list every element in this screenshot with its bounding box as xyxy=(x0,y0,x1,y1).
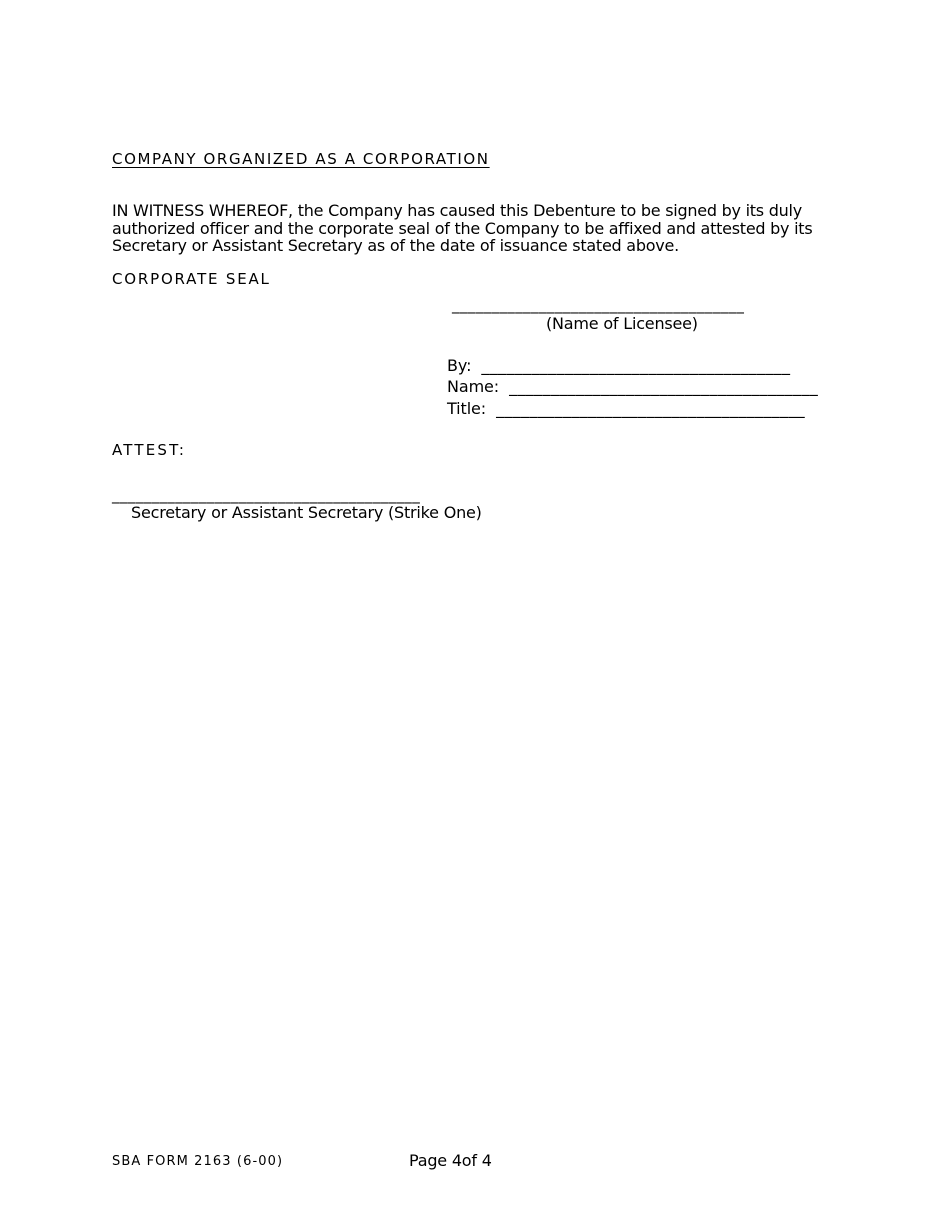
footer-page-number: Page 4of 4 xyxy=(409,1151,492,1170)
name-field-line: _____________________________________ xyxy=(509,377,819,396)
witness-paragraph-line: IN WITNESS WHEREOF, the Company has caused this Debenture to be signed by its duly xyxy=(112,201,802,220)
name-field-label: Name: xyxy=(447,377,500,396)
title-field xyxy=(447,399,805,418)
attest-label: ATTEST: xyxy=(112,441,187,459)
secretary-signature-line: _______________________________________ xyxy=(112,486,421,504)
section-heading: COMPANY ORGANIZED AS A CORPORATION xyxy=(112,150,490,168)
witness-paragraph xyxy=(112,202,832,255)
witness-paragraph-line: authorized officer and the corporate seal of the Company to be affixed and attested by its xyxy=(112,218,813,238)
licensee-label: (Name of Licensee) xyxy=(546,314,698,333)
footer-form-id: SBA FORM 2163 (6-00) xyxy=(112,1154,284,1169)
licensee-signature-line: _____________________________________ xyxy=(452,296,745,314)
by-field-line: _____________________________________ xyxy=(481,356,791,375)
by-field-label: By: xyxy=(447,356,472,375)
witness-paragraph-line: Secretary or Assistant Secretary as of the date of issuance stated above. xyxy=(112,236,679,255)
secretary-label: Secretary or Assistant Secretary (Strike One) xyxy=(131,503,482,522)
title-field-line: _____________________________________ xyxy=(496,399,806,418)
corporate-seal-label: CORPORATE SEAL xyxy=(112,270,271,288)
name-field xyxy=(447,377,818,396)
title-field-label: Title: xyxy=(447,399,487,418)
by-field xyxy=(447,356,790,375)
